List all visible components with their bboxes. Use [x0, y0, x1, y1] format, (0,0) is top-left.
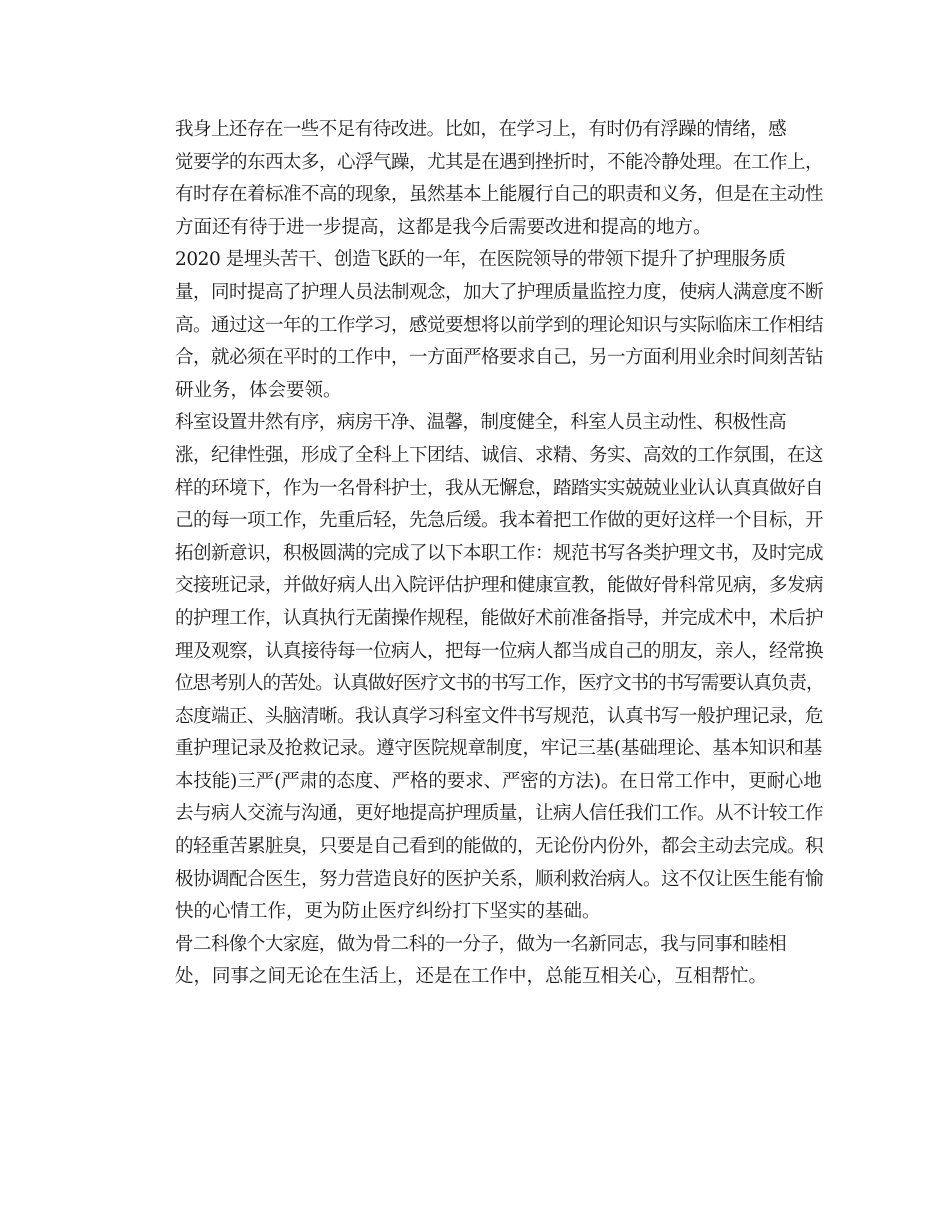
text-line: 科室设置井然有序，病房干净、温馨，制度健全，科室人员主动性、积极性高	[175, 412, 787, 434]
text-line: 涨，纪律性强，形成了全科上下团结、诚信、求精、务实、高效的工作氛围，在这	[175, 444, 824, 466]
text-line: 合，就必须在平时的工作中，一方面严格要求自己，另一方面利用业余时间刻苦钻	[175, 347, 824, 369]
document-body	[138, 114, 822, 994]
paragraph-colleagues	[138, 929, 822, 994]
text-line: 我身上还存在一些不足有待改进。比如，在学习上，有时仍有浮躁的情绪，感	[175, 119, 787, 140]
text-line: 理及观察，认真接待每一位病人，把每一位病人都当成自己的朋友，亲人，经常换	[175, 640, 824, 662]
text-line: 量，同时提高了护理人员法制观念，加大了护理质量监控力度，使病人满意度不断	[175, 281, 824, 303]
text-line: 的护理工作，认真执行无菌操作规程，能做好术前准备指导，并完成术中，术后护	[175, 607, 824, 629]
text-line: 觉要学的东西太多，心浮气躁，尤其是在遇到挫折时，不能冷静处理。在工作上，	[175, 151, 824, 173]
text-line: 方面还有待于进一步提高，这都是我今后需要改进和提高的地方。	[175, 216, 712, 238]
text-line: 重护理记录及抢救记录。遵守医院规章制度，牢记三基(基础理论、基本知识和基	[175, 738, 823, 760]
paragraph-department-work	[138, 407, 822, 929]
text-line: 态度端正、头脑清晰。我认真学习科室文件书写规范，认真书写一般护理记录，危	[175, 705, 824, 727]
text-line: 处，同事之间无论在生活上，还是在工作中，总能互相关心，互相帮忙。	[175, 966, 768, 988]
text-line: 样的环境下，作为一名骨科护士，我从无懈怠，踏踏实实兢兢业业认认真真做好自	[175, 477, 824, 499]
text-line: 拓创新意识，积极圆满的完成了以下本职工作：规范书写各类护理文书，及时完成	[175, 542, 824, 564]
text-line: 极协调配合医生，努力营造良好的医护关系，顺利救治病人。这不仅让医生能有愉	[175, 868, 824, 890]
text-line: 有时存在着标准不高的现象，虽然基本上能履行自己的职责和义务，但是在主动性	[175, 184, 824, 206]
text-line: 高。通过这一年的工作学习，感觉要想将以前学到的理论知识与实际临床工作相结	[175, 314, 824, 336]
text-line: 快的心情工作，更为防止医疗纠纷打下坚实的基础。	[175, 901, 601, 923]
text-line: 的轻重苦累脏臭，只要是自己看到的能做的，无论份内份外，都会主动去完成。积	[175, 836, 824, 858]
paragraph-improvement	[138, 114, 822, 244]
text-line: 己的每一项工作，先重后轻，先急后缓。我本着把工作做的更好这样一个目标，开	[175, 510, 824, 532]
text-line: 骨二科像个大家庭，做为骨二科的一分子，做为一名新同志，我与同事和睦相	[175, 933, 787, 955]
text-line: 本技能)三严(严肃的态度、严格的要求、严密的方法)。在日常工作中，更耐心地	[175, 770, 822, 792]
text-line: 2020 是埋头苦干、创造飞跃的一年，在医院领导的带领下提升了护理服务质	[175, 249, 786, 271]
text-line: 去与病人交流与沟通，更好地提高护理质量，让病人信任我们工作。从不计较工作	[175, 803, 824, 825]
text-line: 位思考别人的苦处。认真做好医疗文书的书写工作，医疗文书的书写需要认真负责，	[175, 673, 824, 695]
paragraph-year-summary	[138, 244, 822, 407]
text-line: 交接班记录，并做好病人出入院评估护理和健康宣教，能做好骨科常见病，多发病	[175, 575, 824, 597]
text-line: 研业务，体会要领。	[175, 379, 342, 401]
